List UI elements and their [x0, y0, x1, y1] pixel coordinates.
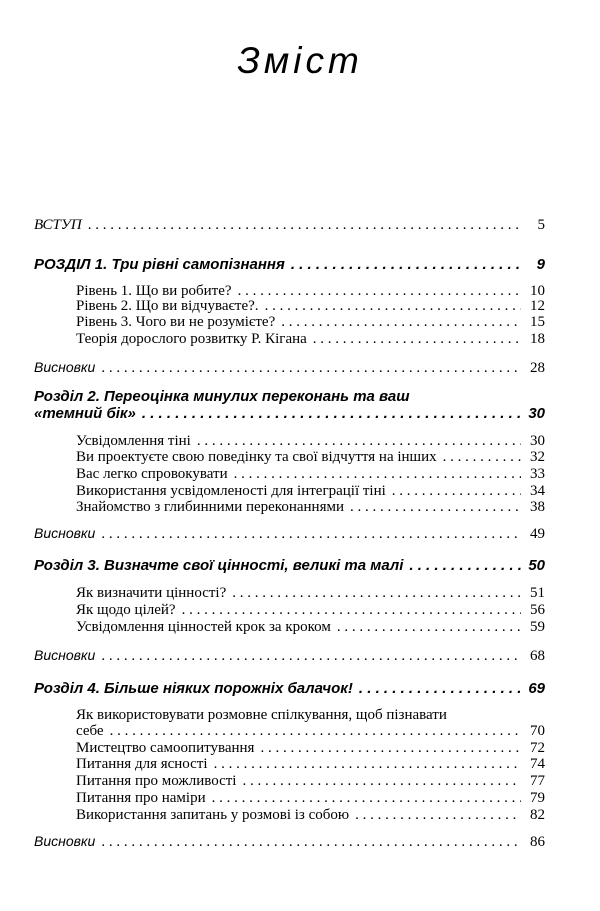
toc-page-number: 9 [536, 256, 545, 273]
dot-leader [110, 722, 521, 740]
toc-page-number: 82 [530, 807, 545, 823]
toc-entry-3-1[interactable] [76, 584, 545, 602]
toc-entry-chapter-1[interactable] [34, 256, 545, 274]
toc-entry-1-conclusions[interactable] [34, 358, 545, 377]
toc-entry-label: Розділ 3. Визначте свої цінності, великі та малі [34, 557, 404, 574]
toc-entry-label: Рівень 2. Що ви відчуваєте?. [76, 298, 259, 314]
toc-entry-label: РОЗДІЛ 1. Три рівні самопізнання [34, 256, 285, 273]
dot-leader [350, 498, 521, 516]
toc-page-number: 33 [530, 466, 545, 482]
toc-page-number: 15 [530, 314, 545, 330]
toc-page-number: 12 [530, 298, 545, 314]
dot-leader [291, 256, 521, 274]
dot-leader [242, 772, 521, 790]
dot-leader [355, 806, 521, 824]
toc-entry-label: Вас легко спровокувати [76, 466, 228, 482]
dot-leader [214, 755, 521, 773]
toc-entry-label: Усвідомлення цінностей крок за кроком [76, 619, 331, 635]
toc-entry-label: Питання для ясності [76, 756, 208, 772]
toc-entry-label: Мистецтво самоопитування [76, 740, 255, 756]
dot-leader [232, 584, 521, 602]
toc-entry-4-conclusions[interactable] [34, 832, 545, 851]
toc-entry-label: Питання про можливості [76, 773, 237, 789]
toc-entry-label: себе [76, 723, 104, 739]
page-title: Зміст [237, 40, 363, 81]
dot-leader [359, 680, 521, 698]
toc-page-number: 69 [528, 680, 545, 697]
dot-leader [101, 359, 521, 377]
toc-entry-label: Усвідомлення тіні [76, 433, 191, 449]
dot-leader [182, 601, 521, 619]
toc-entry-chapter-3[interactable] [34, 557, 545, 575]
toc-entry-label: Теорія дорослого розвитку Р. Кігана [76, 331, 307, 347]
dot-leader [212, 789, 521, 807]
toc-entry-4-4[interactable] [76, 772, 545, 790]
dot-leader [142, 405, 521, 423]
dot-leader [88, 216, 521, 234]
toc-page-number: 74 [530, 756, 545, 772]
toc-entry-label: ВСТУП [34, 217, 82, 233]
toc-entry-2-2[interactable] [76, 448, 545, 466]
toc-entry-label: Висновки [34, 525, 96, 541]
dot-leader [409, 557, 521, 575]
toc-page-number: 10 [530, 283, 545, 299]
toc-entry-chapter-2[interactable] [34, 405, 545, 423]
toc-page-number: 56 [530, 602, 545, 618]
toc-page-number: 59 [530, 619, 545, 635]
dot-leader [101, 647, 521, 665]
toc-entry-label: Висновки [34, 647, 96, 663]
toc-entry-label: Питання про наміри [76, 790, 206, 806]
toc-entry-4-6[interactable] [76, 806, 545, 824]
toc-entry-label: Висновки [34, 833, 96, 849]
toc-entry-label: Як щодо цілей? [76, 602, 176, 618]
toc-page-number: 30 [528, 405, 545, 422]
toc-page-number: 79 [530, 790, 545, 806]
toc-entry-label: Рівень 1. Що ви робите? [76, 283, 232, 299]
toc-entry-2-3[interactable] [76, 465, 545, 483]
toc-entry-1-3[interactable] [76, 313, 545, 331]
toc-entry-label: Розділ 4. Більше ніяких порожніх балачок! [34, 680, 353, 697]
dot-leader [281, 313, 521, 331]
toc-page-number: 68 [530, 648, 545, 664]
toc-page-number: 5 [537, 217, 545, 233]
dot-leader [443, 448, 521, 466]
toc-page-number: 50 [528, 557, 545, 574]
toc-page-number: 86 [530, 834, 545, 850]
toc-entry-3-3[interactable] [76, 618, 545, 636]
toc-entry-label: Використання запитань у розмові із собою [76, 807, 350, 823]
dot-leader [337, 618, 521, 636]
toc-page-number: 34 [530, 483, 545, 499]
toc-entry-2-conclusions[interactable] [34, 524, 545, 543]
toc-entry-3-2[interactable] [76, 601, 545, 619]
dot-leader [313, 330, 521, 348]
toc-page-number: 38 [530, 499, 545, 515]
toc-page-number: 70 [530, 723, 545, 739]
toc-entry-label: Використання усвідомленості для інтеграції тіні [76, 483, 386, 499]
toc-entry-label: «темний бік» [34, 405, 136, 422]
toc-entry-3-conclusions[interactable] [34, 646, 545, 665]
toc-entry-label: Знайомство з глибинними переконаннями [76, 499, 344, 515]
dot-leader [101, 833, 521, 851]
toc-page-number: 18 [530, 331, 545, 347]
toc-entry-label: Рівень 3. Чого ви не розумієте? [76, 314, 276, 330]
toc-entry-label: Як визначити цінності? [76, 585, 227, 601]
toc-entry-label: Ви проектуєте свою поведінку та свої відчуття на інших [76, 449, 437, 465]
dot-leader [101, 525, 521, 543]
toc-page-number: 72 [530, 740, 545, 756]
toc-entry-4-1[interactable] [76, 722, 545, 740]
toc-entry-4-1-line[interactable]: Як використовувати розмовне спілкування, щоб пізнавати [76, 707, 447, 723]
toc-entry-4-5[interactable] [76, 789, 545, 807]
toc-entry-label: Висновки [34, 359, 96, 375]
toc-page-number: 51 [530, 585, 545, 601]
toc-page-number: 32 [530, 449, 545, 465]
dot-leader [234, 465, 521, 483]
toc-page-number: 28 [530, 360, 545, 376]
toc-entry-4-3[interactable] [76, 755, 545, 773]
toc-entry-intro[interactable] [34, 216, 545, 234]
toc-chapter-2-title-line[interactable]: Розділ 2. Переоцінка минулих переконань та ваш [34, 388, 410, 405]
toc-page-number: 49 [530, 526, 545, 542]
toc-page-number: 30 [530, 433, 545, 449]
toc-page-number: 77 [530, 773, 545, 789]
toc-entry-chapter-4[interactable] [34, 680, 545, 698]
toc-entry-1-4[interactable] [76, 330, 545, 348]
toc-entry-2-5[interactable] [76, 498, 545, 516]
